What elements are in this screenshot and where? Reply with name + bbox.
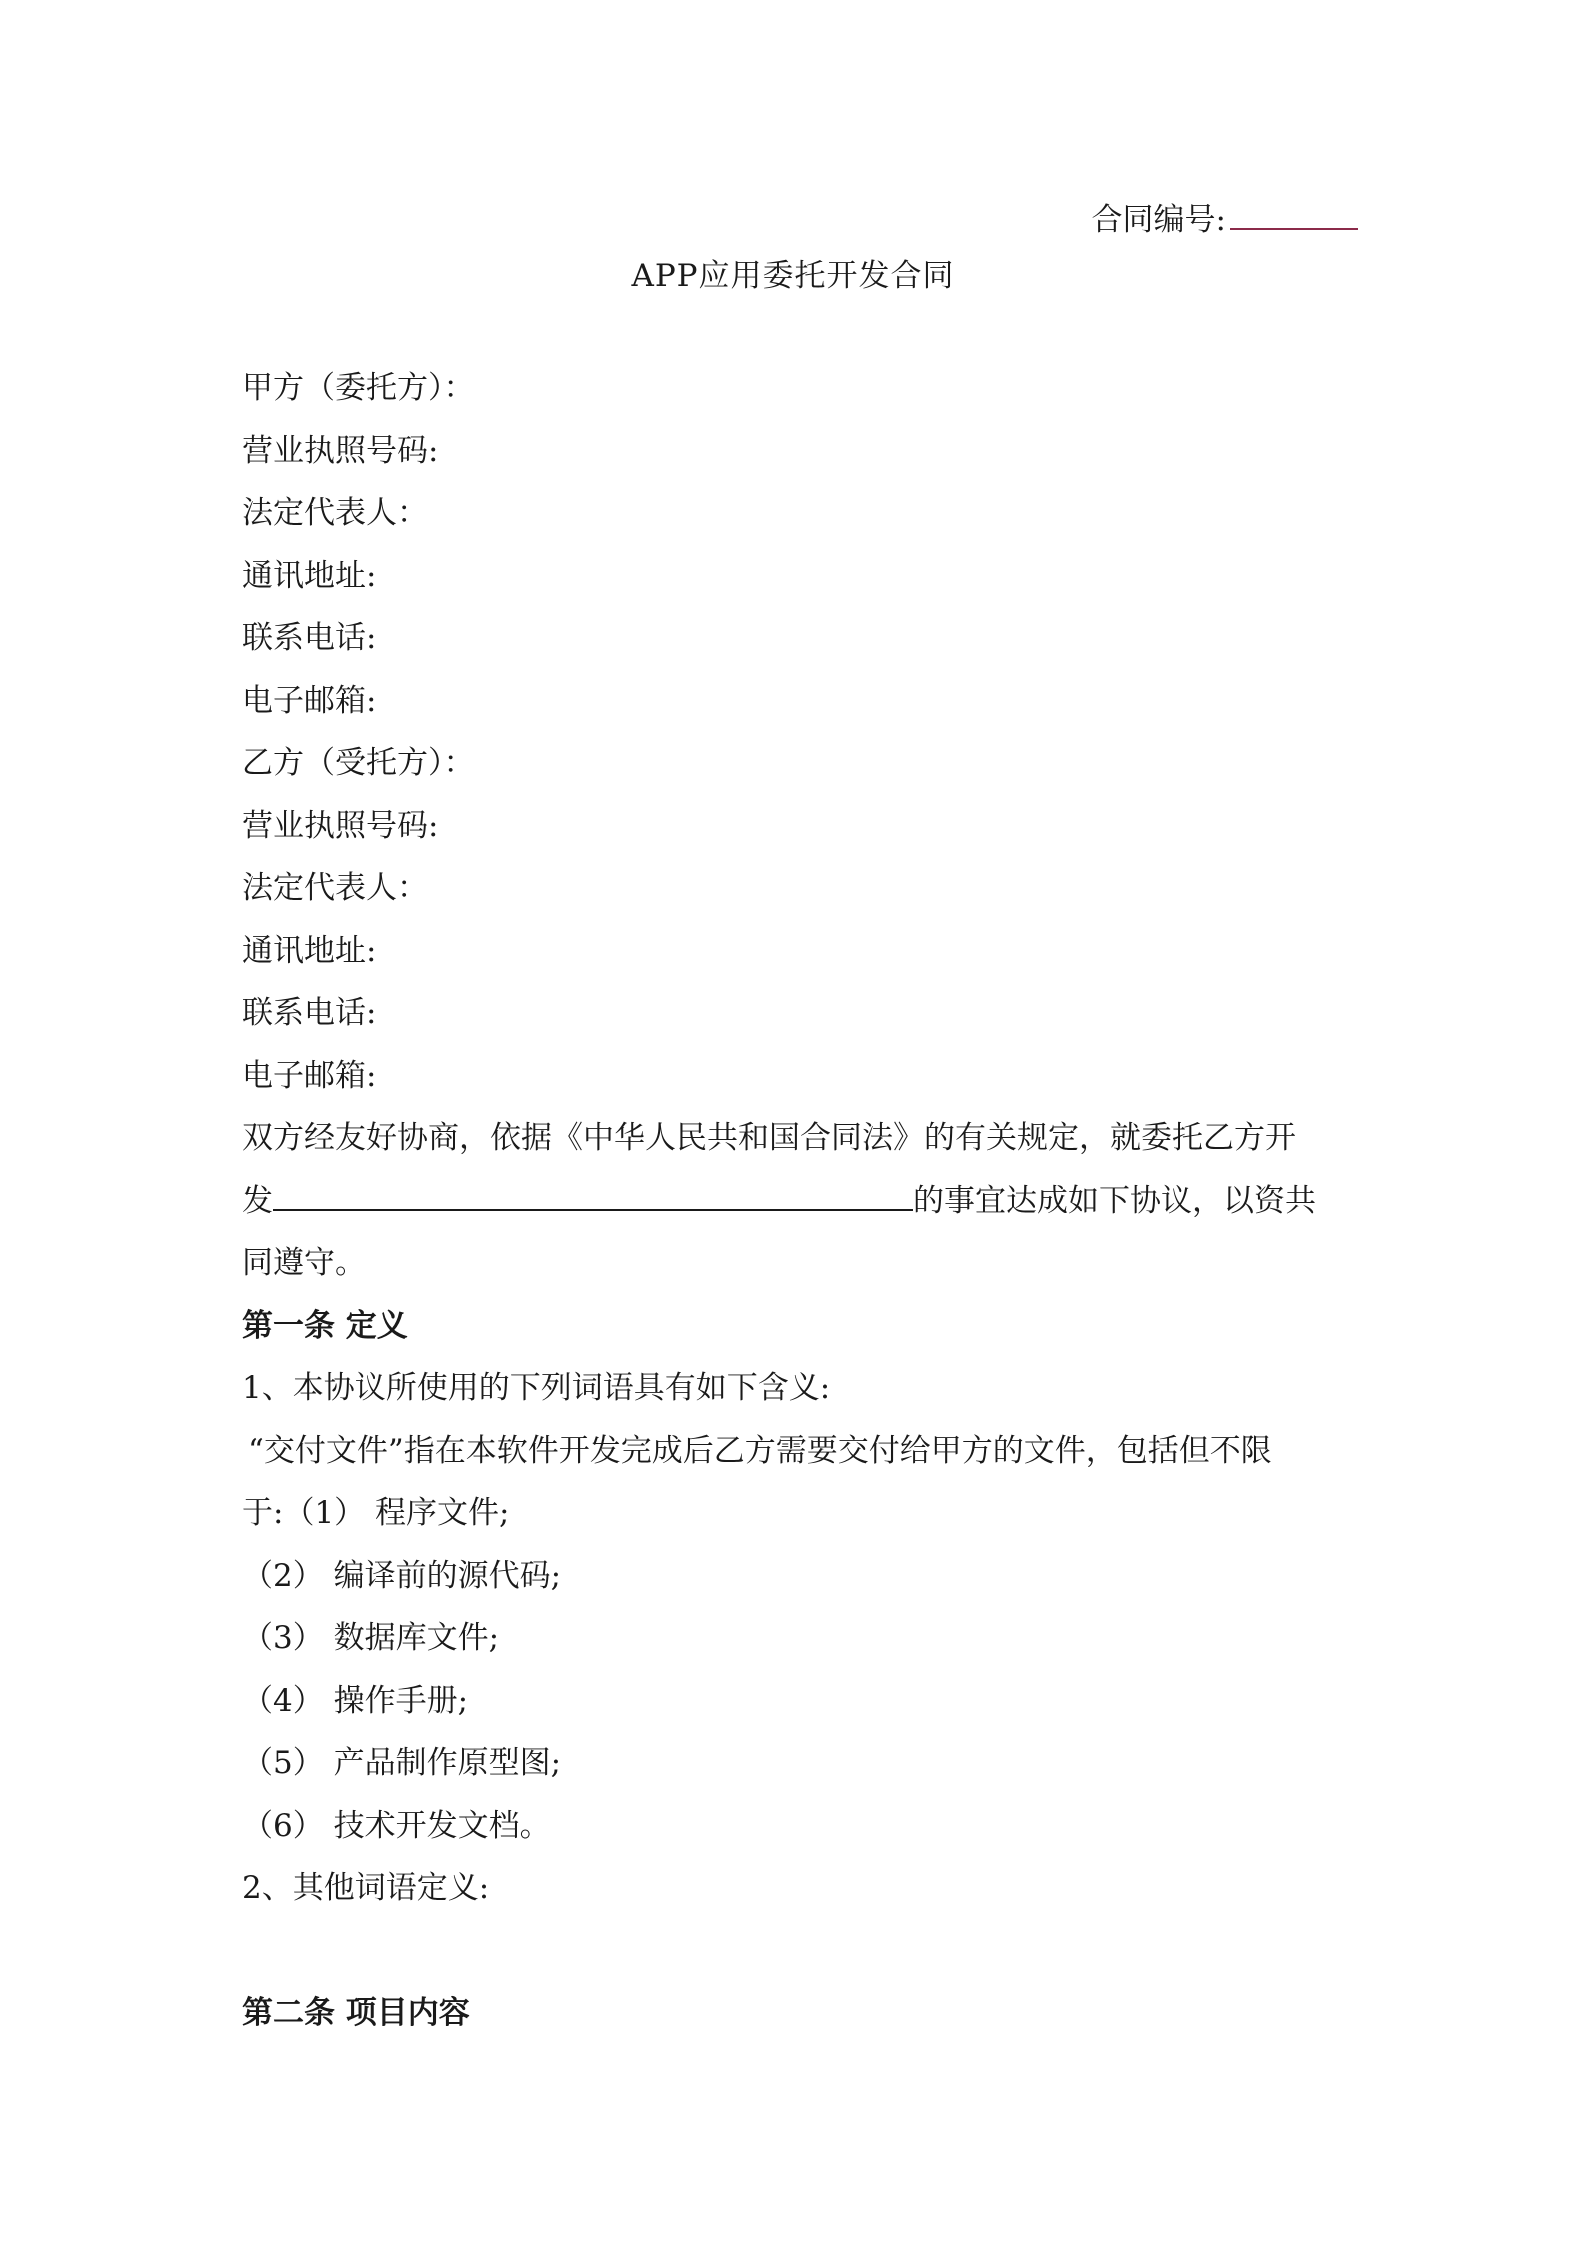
deliverable-item: （6） 技术开发文档。 xyxy=(242,1807,551,1844)
party-b-license: 营业执照号码: xyxy=(242,807,439,844)
contract-number xyxy=(1092,192,1358,244)
preamble-line-1: 双方经友好协商，依据《中华人民共和国合同法》的有关规定，就委托乙方开 xyxy=(242,1120,1296,1156)
party-b-email: 电子邮箱: xyxy=(242,1057,377,1094)
party-a-phone: 联系电话: xyxy=(242,620,377,656)
party-b-phone: 联系电话: xyxy=(242,995,377,1031)
party-a-license: 营业执照号码: xyxy=(242,432,439,469)
preamble-line-2-end: 的事宜达成如下协议，以资共 xyxy=(913,1182,1316,1219)
definition-line-2: 于:（1） 程序文件; xyxy=(242,1495,510,1531)
document-title: APP应用委托开发合同 xyxy=(631,258,955,294)
deliverable-item: （4） 操作手册; xyxy=(242,1682,469,1719)
spacer xyxy=(242,1920,1352,1983)
party-a-name: 甲方（委托方）： xyxy=(242,370,475,406)
deliverable-item: （5） 产品制作原型图; xyxy=(242,1745,562,1781)
contract-number-label: 合同编号: xyxy=(1091,202,1226,238)
preamble-line-2 xyxy=(242,1170,1352,1233)
deliverable-item: （3） 数据库文件; xyxy=(242,1620,500,1656)
party-b-representative: 法定代表人： xyxy=(242,870,428,906)
party-b-address: 通讯地址: xyxy=(242,932,377,969)
project-name-blank xyxy=(273,1173,913,1211)
article-1-item-2: 2、其他词语定义: xyxy=(242,1870,490,1906)
contract-body xyxy=(242,357,1352,2045)
article-2-heading: 第二条 项目内容 xyxy=(242,1995,470,2031)
preamble-line-2-start: 发 xyxy=(242,1182,273,1219)
definition-line-1: “交付文件”指在本软件开发完成后乙方需要交付给甲方的文件，包括但不限 xyxy=(248,1432,1272,1469)
article-1-item-1: 1、本协议所使用的下列词语具有如下含义: xyxy=(242,1370,831,1406)
party-a-representative: 法定代表人： xyxy=(242,495,428,531)
deliverable-item: （2） 编译前的源代码; xyxy=(242,1557,562,1594)
contract-number-blank xyxy=(1230,192,1358,230)
preamble-line-3: 同遵守。 xyxy=(242,1245,366,1281)
party-a-address: 通讯地址: xyxy=(242,557,377,594)
party-b-name: 乙方（受托方）： xyxy=(242,745,475,781)
party-a-email: 电子邮箱: xyxy=(242,682,377,719)
article-1-heading: 第一条 定义 xyxy=(242,1307,408,1344)
